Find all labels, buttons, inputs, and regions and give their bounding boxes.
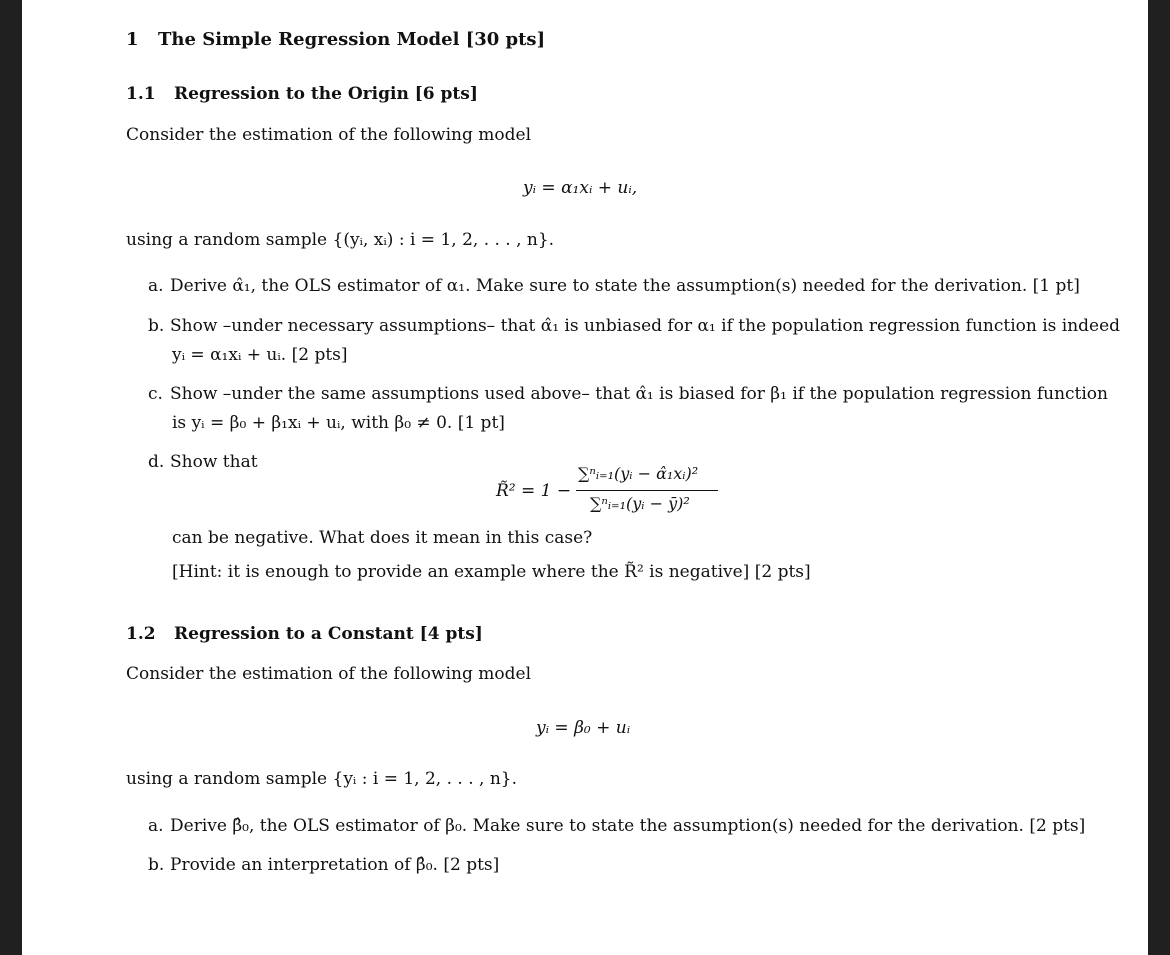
r2-formula-lhs: R̃² = 1 − [496,481,572,501]
item-label: c. [148,384,163,404]
list-item [148,384,1108,404]
list-item [148,316,1120,336]
item-text-continued: yᵢ = α₁xᵢ + uᵢ. [2 pts] [172,345,348,365]
subsection-1-1-heading [126,84,478,104]
intro-text: Consider the estimation of the following model [126,125,532,145]
sample-text: using a random sample {yᵢ : i = 1, 2, . . . , n}. [126,769,518,789]
model-equation: yᵢ = β₀ + uᵢ [536,718,631,738]
r2-formula-denominator: ∑ⁿᵢ₌₁(yᵢ − ȳ)² [590,494,690,513]
section-number: 1 [126,29,139,50]
item-text-continued: is yᵢ = β₀ + β₁xᵢ + uᵢ, with β₀ ≠ 0. [1 pt] [172,413,505,433]
hint-text: [Hint: it is enough to provide an example where the R̃² is negative] [2 pts] [172,562,811,582]
subsection-title: Regression to the Origin [6 pts] [174,84,478,104]
after-equation-text: can be negative. What does it mean in this case? [172,528,593,548]
subsection-number: 1.1 [126,84,156,104]
item-text: Show –under necessary assumptions– that α̂₁ is unbiased for α₁ if the population regression function is indeed [170,316,1121,336]
section-heading [126,29,545,50]
sample-text: using a random sample {(yᵢ, xᵢ) : i = 1, 2, . . . , n}. [126,230,555,250]
item-label: b. [148,855,165,875]
list-item [148,276,1080,296]
subsection-1-2-heading [126,624,483,644]
item-label: d. [148,452,165,472]
document-page [22,0,1148,955]
intro-text: Consider the estimation of the following model [126,664,532,684]
subsection-title: Regression to a Constant [4 pts] [174,624,483,644]
item-text: Derive β̂₀, the OLS estimator of β₀. Make sure to state the assumption(s) needed for the derivation. [2 pts] [170,816,1086,836]
list-item [148,816,1085,836]
fraction-bar [576,490,718,491]
list-item [148,855,499,875]
item-text: Show –under the same assumptions used above– that α̂₁ is biased for β₁ if the population regression function [170,384,1108,404]
item-label: a. [148,816,164,836]
list-item [148,452,258,472]
subsection-number: 1.2 [126,624,156,644]
section-title: The Simple Regression Model [30 pts] [158,29,546,50]
item-text: Derive α̂₁, the OLS estimator of α₁. Make sure to state the assumption(s) needed for the derivation. [1 pt] [170,276,1080,296]
item-text: Provide an interpretation of β̂₀. [2 pts] [170,855,500,875]
item-label: a. [148,276,164,296]
r2-formula-numerator: ∑ⁿᵢ₌₁(yᵢ − α̂₁xᵢ)² [578,464,699,483]
model-equation: yᵢ = α₁xᵢ + uᵢ, [523,178,638,198]
item-label: b. [148,316,165,336]
item-text: Show that [170,452,258,472]
